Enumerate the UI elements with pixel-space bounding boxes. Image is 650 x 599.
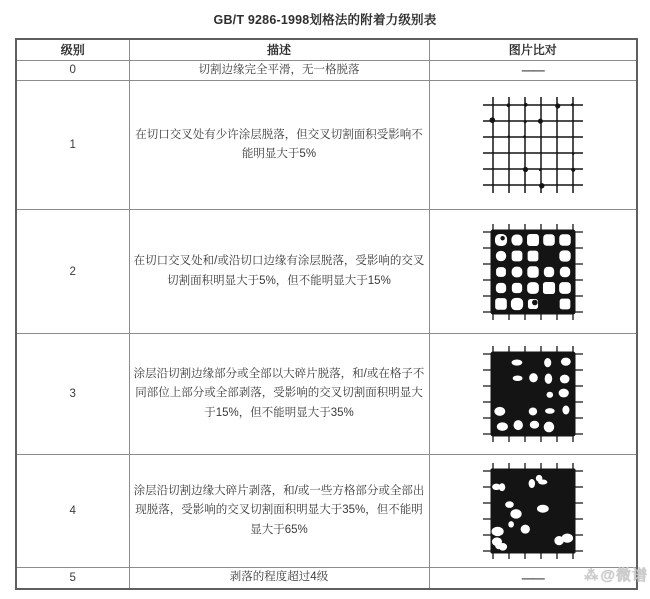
table-row-level-3 bbox=[16, 334, 637, 455]
paw-logo-icon: ⁂ bbox=[584, 566, 599, 583]
description-cell: 剥落的程度超过4级 bbox=[129, 568, 429, 589]
dash-figure-level-0: —— bbox=[521, 63, 544, 78]
level-cell: 3 bbox=[16, 334, 129, 455]
level-cell: 0 bbox=[16, 60, 129, 81]
page-title: GB/T 9286-1998划格法的附着力级别表 bbox=[213, 13, 437, 27]
table-row-level-0 bbox=[16, 60, 637, 81]
watermark-handle: @微谱 bbox=[600, 567, 648, 584]
figure-cell bbox=[429, 60, 637, 81]
dash-figure-level-5: —— bbox=[521, 571, 544, 586]
description-cell: 涂层沿切割边缘大碎片剥落，和/或一些方格部分或全部出现脱落，受影响的交叉切割面积明显大于35%，但不能明显大于65% bbox=[129, 455, 429, 568]
crosscut-grid-image-level-1 bbox=[432, 97, 635, 193]
crosscut-grid-image-level-4 bbox=[432, 463, 635, 559]
description-cell: 在切口交叉处有少许涂层脱落，但交叉切割面积受影响不能明显大于5% bbox=[129, 81, 429, 210]
figure-cell bbox=[429, 81, 637, 210]
description-cell: 切割边缘完全平滑，无一格脱落 bbox=[129, 60, 429, 81]
level-cell: 4 bbox=[16, 455, 129, 568]
figure-cell bbox=[429, 334, 637, 455]
figure-cell bbox=[429, 210, 637, 334]
table-row-level-2 bbox=[16, 210, 637, 334]
table-row-level-5 bbox=[16, 568, 637, 589]
crosscut-grid-image-level-3 bbox=[432, 346, 635, 442]
level-cell: 2 bbox=[16, 210, 129, 334]
adhesion-grade-table bbox=[15, 38, 638, 590]
table-row-level-1 bbox=[16, 81, 637, 210]
table-row-level-4 bbox=[16, 455, 637, 568]
crosscut-grid-image-level-2 bbox=[432, 224, 635, 320]
header-description: 描述 bbox=[129, 39, 429, 60]
description-cell: 涂层沿切割边缘部分或全部以大碎片脱落，和/或在格子不同部位上部分或全部剥落，受影响的交叉切割面积明显大于15%，但不能明显大于35% bbox=[129, 334, 429, 455]
description-cell: 在切口交叉处和/或沿切口边缘有涂层脱落，受影响的交叉切割面积明显大于5%，但不能明显大于15% bbox=[129, 210, 429, 334]
header-image-compare: 图片比对 bbox=[429, 39, 637, 60]
header-level: 级别 bbox=[16, 39, 129, 60]
level-cell: 5 bbox=[16, 568, 129, 589]
figure-cell bbox=[429, 455, 637, 568]
figure-cell bbox=[429, 568, 637, 589]
table-header-row bbox=[16, 39, 637, 60]
level-cell: 1 bbox=[16, 81, 129, 210]
